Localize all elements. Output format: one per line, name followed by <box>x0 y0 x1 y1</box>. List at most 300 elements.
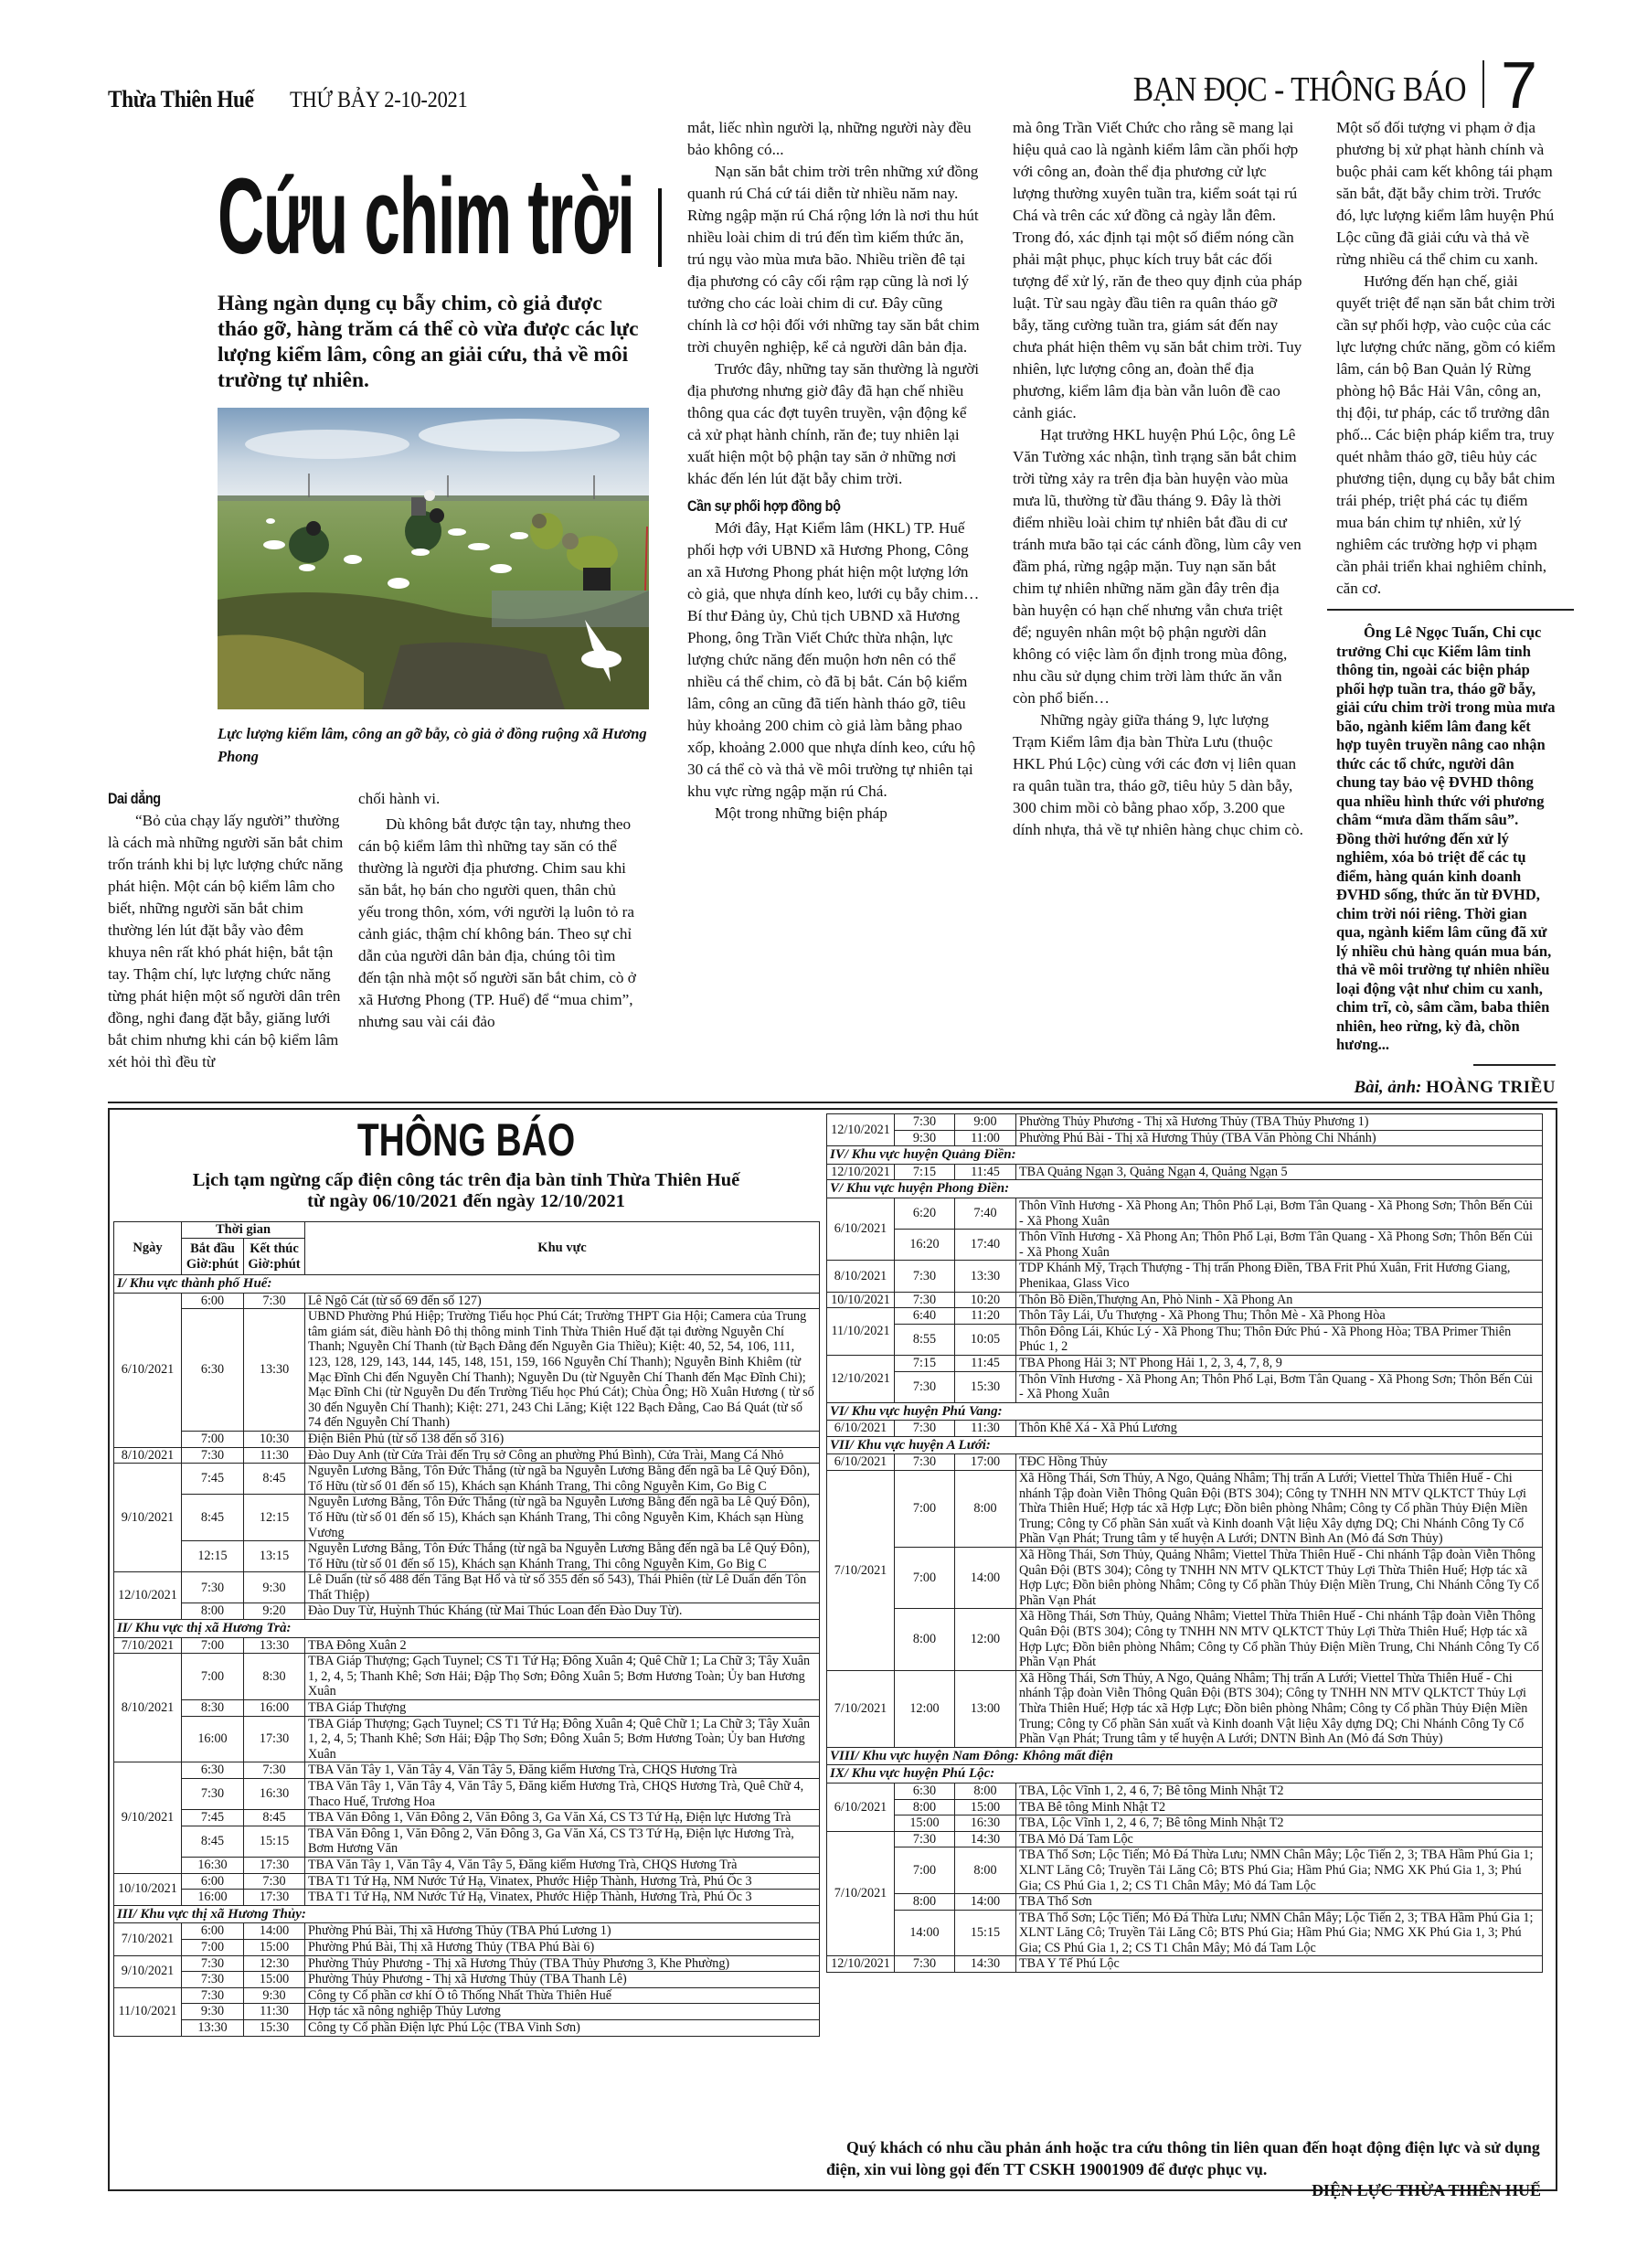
section-title: BẠN ĐỌC - THÔNG BÁO <box>1132 70 1466 109</box>
section-label: IV/ Khu vực huyện Quảng Điền: <box>827 1146 1543 1165</box>
start-time: 9:30 <box>895 1130 955 1146</box>
outage-date: 6/10/2021 <box>827 1454 895 1471</box>
end-time: 16:30 <box>244 1779 305 1810</box>
end-time: 10:20 <box>955 1292 1016 1308</box>
table-section-row <box>827 1765 1543 1784</box>
outage-date: 12/10/2021 <box>827 1164 895 1180</box>
outage-area: TBA Giáp Thượng <box>305 1700 820 1717</box>
table-row <box>827 1454 1543 1471</box>
table-row <box>827 1783 1543 1799</box>
start-time: 6:00 <box>182 1873 244 1890</box>
table-row <box>114 1464 820 1495</box>
outage-date: 12/10/2021 <box>827 1956 895 1973</box>
outage-area: Xã Hồng Thái, Sơn Thủy, A Ngo, Quảng Nhâm; Thị trấn A Lưới; Viettel Thừa Thiên Huế - Chi nhánh Tập đoàn Viễn Thông Quân Đội (BTS 304); Công ty TNHH NN MTV QLKTCT Thủy Lợi Thừa Thiên Huế; Hợp tác xã Hợp Lực; Đồn biên phòng Nhâm; Công ty Cổ phần Thủy Điện Miền Trung; Công ty Cổ phần Sản xuất và Kinh doanh Vật liệu Xây dựng DQ; Chi Nhánh Công Ty Cổ Phần Vạn Phát; Trung tâm y tế huyện A Lưới; DNTN Bình An (Mỏ đá Sơn Thủy) <box>1016 1670 1543 1747</box>
byline-author: HOÀNG TRIỀU <box>1426 1077 1556 1097</box>
header-start: Bắt đầu Giờ:phút <box>182 1239 244 1275</box>
table-row <box>114 1873 820 1890</box>
end-time: 17:30 <box>244 1857 305 1873</box>
article-paragraph: Hạt trưởng HKL huyện Phú Lộc, ông Lê Văn Tường xác nhận, tình trạng săn bắt chim trời từng xảy ra trên địa bàn huyện vào mùa mưa lũ, thường từ đầu tháng 9. Đây là thời điểm nhiều loài chim tự nhiên bắt đầu di cư tránh mưa bão tại các cánh đồng, lùm cây ven đầm phá, rừng ngập mặn. Tuy nạn săn bắt chim tự nhiên những năm gần đây trên địa bàn huyện có hạn chế nhưng vẫn chưa triệt để; nguyên nhân một bộ phận người dân không có việc làm ổn định trong mùa đông, nhu cầu sử dụng chim trời làm thức ăn vẫn còn phổ biến… <box>1013 426 1302 707</box>
section-label: II/ Khu vực thị xã Hương Trà: <box>114 1620 820 1638</box>
table-row <box>114 1495 820 1541</box>
outage-area: Công ty Cổ phần Điện lực Phú Lộc (TBA Vinh Sơn) <box>305 2019 820 2036</box>
outage-area: Thôn Khê Xá - Xã Phú Lương <box>1016 1421 1543 1437</box>
photo-caption: Lực lượng kiểm lâm, công an gỡ bẫy, cò giả ở đồng ruộng xã Hương Phong <box>218 725 647 765</box>
outage-area: TBA Đông Xuân 2 <box>305 1637 820 1654</box>
end-time: 11:30 <box>244 2004 305 2020</box>
table-row <box>114 2019 820 2036</box>
article-photo <box>218 408 649 709</box>
start-time: 7:00 <box>182 1431 244 1447</box>
section-divider <box>108 1102 1557 1103</box>
start-time: 16:30 <box>182 1857 244 1873</box>
article-sapo: Hàng ngàn dụng cụ bẫy chim, cò giả được tháo gỡ, hàng trăm cá thể cò vừa được các lực lượng kiểm lâm, công an giải cứu, thả về môi trường tự nhiên. <box>218 292 639 392</box>
start-time: 6:30 <box>182 1762 244 1779</box>
outage-date: 12/10/2021 <box>114 1572 182 1620</box>
table-row <box>114 1826 820 1857</box>
outage-date: 11/10/2021 <box>827 1308 895 1356</box>
subheading-can-su-phoi-hop: Cần sự phối hợp đồng bộ <box>687 497 841 515</box>
section-label: VII/ Khu vực huyện A Lưới: <box>827 1436 1543 1454</box>
start-time: 7:30 <box>895 1371 955 1402</box>
notice-subtitle-line-2: từ ngày 06/10/2021 đến ngày 12/10/2021 <box>307 1191 625 1211</box>
outage-area: UBND Phường Phú Hiệp; Trường Tiểu học Phú Cát; Trường THPT Gia Hội; Camera của Trung tâm giám sát, điều hành Đô thị thông minh Tỉnh Thừa Thiên Huế đặt tại đường Nguyễn Chí Thanh; Nguyễn Chí Thanh (từ Bạch Đằng đến Nguyễn Gia Thiều); Kiệt: 40, 52, 54, 106, 111, 123, 128, 129, 143, 144, 145, 148, 151, 159, 166 Nguyễn Chí Thanh); Nguyễn Bỉnh Khiêm (từ Mạc Đĩnh Chi đến Nguyễn Chí Thanh); Nguyễn Du (từ Nguyễn Chí Thanh đến Mạc Đĩnh Chi); Mạc Đĩnh Chi (từ Nguyễn Du đến Trường Tiểu học Phú Cát); Chùa Ông; Hồ Xuân Hương ( từ số 30 đến Nguyễn Chí Thanh); Kiệt: 271, 243 Chi Lăng; Kiệt 122 Bạch Đằng, Cao Bá Quát (từ số 74 đến Nguyễn Chí Thanh) <box>305 1309 820 1432</box>
outage-area: Phường Phú Bài - Thị xã Hương Thủy (TBA Văn Phòng Chi Nhánh) <box>1016 1130 1543 1146</box>
table-row <box>827 1548 1543 1609</box>
outage-date: 8/10/2021 <box>827 1261 895 1292</box>
outage-area: Nguyễn Lương Bằng, Tôn Đức Thắng (từ ngã ba Nguyễn Lương Bằng đến ngã ba Lê Quý Đôn), Tố Hữu (từ số 01 đến số 15), Khách sạn Khánh Trang, Thi công Nguyễn Kim, Go Big C <box>305 1464 820 1495</box>
end-time: 7:40 <box>955 1198 1016 1229</box>
table-row <box>827 1831 1543 1847</box>
notice-subtitle <box>110 1170 823 1212</box>
start-time: 16:00 <box>182 1716 244 1762</box>
outage-date: 7/10/2021 <box>827 1471 895 1671</box>
notice-footer <box>826 2136 1543 2180</box>
table-row <box>114 1987 820 2004</box>
article-column-5 <box>1336 117 1556 1099</box>
start-time: 8:00 <box>895 1609 955 1670</box>
table-row <box>114 1293 820 1309</box>
outage-area: Lê Duẩn (từ số 488 đến Tăng Bạt Hổ và từ số 355 đến số 543), Thái Phiên (từ Lê Duẩn đến Tôn Thất Thiệp) <box>305 1572 820 1603</box>
masthead-right <box>1088 49 1537 122</box>
outage-area: TBA Thổ Sơn; Lộc Tiến; Mỏ Đá Thừa Lưu; NMN Chân Mây; Lộc Tiến 2, 3; TBA Hầm Phú Gia 1; XLNT Lăng Cô; Truyền Tải Lăng Cô; BTS Phú Gia; Hầm Phú Gia; NMG XK Phú Gia 1, 3; Phú Gia; CS Phú Gia 1, 2; CS T1 Chân Mây; Mỏ đá Tam Lộc <box>1016 1910 1543 1956</box>
page-number: 7 <box>1500 49 1537 122</box>
start-time: 6:30 <box>182 1309 244 1432</box>
end-time: 13:30 <box>244 1637 305 1654</box>
start-time: 7:30 <box>895 1421 955 1437</box>
article-highlight-paragraph: Ông Lê Ngọc Tuấn, Chi cục trưởng Chi cục Kiểm lâm tỉnh thông tin, ngoài các biện pháp phối hợp tuần tra, tháo gỡ bẫy, giải cứu chim trời trong mùa mưa bão, ngành kiểm lâm đang kết hợp tuyên truyền nâng cao nhận thức các tổ chức, người dân chung tay bảo vệ ĐVHD thông qua nhiều hình thức với phương châm “mưa dầm thấm sâu”. Đồng thời hướng đến xử lý nghiêm, xóa bỏ triệt để các tụ điểm, hàng quán kinh doanh ĐVHD sống, thức ăn từ ĐVHD, chim trời nói riêng. Thời gian qua, ngành kiểm lâm cũng đã xử lý nhiều chủ hàng quán mua bán, thả về môi trường tự nhiên nhiều loại động vật như chim cu xanh, chim trĩ, cò, sâm cầm, baba thiên nhiên, heo rừng, kỳ đà, chồn hương... <box>1336 623 1556 1053</box>
end-time: 8:00 <box>955 1783 1016 1799</box>
table-section-row <box>827 1402 1543 1421</box>
end-time: 15:00 <box>955 1799 1016 1815</box>
end-time: 16:00 <box>244 1700 305 1717</box>
issue-date: THỨ BẢY 2-10-2021 <box>290 88 468 112</box>
article-paragraph: Nạn săn bắt chim trời trên những xứ đồng quanh rú Chá cứ tái diễn từ nhiều năm nay. Rừng ngập mặn rú Chá rộng lớn là nơi thu hút nhiều loài chim di trú đến tìm kiếm thức ăn, trú ngụ vào mùa mưa bão. Nhiều triền đê tại địa phương có cây cối rậm rạp cũng là nơi lý tưởng cho các loài chim di cư. Đây cũng chính là cơ hội đối với những tay săn bắt chim trời chuyên nghiệp, kể cả người dân bản địa. <box>687 163 980 356</box>
outage-area: Phường Thủy Phương - Thị xã Hương Thủy (TBA Thủy Phương 1) <box>1016 1114 1543 1131</box>
byline <box>1336 1077 1556 1099</box>
outage-area: Thôn Bồ Điền,Thượng An, Phò Ninh - Xã Phong An <box>1016 1292 1543 1308</box>
end-time: 9:00 <box>955 1114 1016 1131</box>
end-time: 15:15 <box>244 1826 305 1857</box>
end-time: 17:30 <box>244 1716 305 1762</box>
end-time: 17:00 <box>955 1454 1016 1471</box>
start-time: 7:45 <box>182 1464 244 1495</box>
table-row <box>114 1779 820 1810</box>
outage-area: Phường Phú Bài, Thị xã Hương Thủy (TBA Phú Bài 6) <box>305 1939 820 1955</box>
subheading-dai-dang: Dai dẳng <box>108 790 161 807</box>
outage-area: TBA Quảng Ngạn 3, Quảng Ngạn 4, Quảng Ngạn 5 <box>1016 1164 1543 1180</box>
start-time: 8:30 <box>182 1700 244 1717</box>
section-label: IX/ Khu vực huyện Phú Lộc: <box>827 1765 1543 1784</box>
outage-area: TBA Thổ Sơn; Lộc Tiến; Mỏ Đá Thừa Lưu; NMN Chân Mây; Lộc Tiến 2, 3; TBA Hầm Phú Gia 1; XLNT Lăng Cô; Truyền Tải Lăng Cô; BTS Phú Gia; Hầm Phú Gia; NMG XK Phú Gia 1, 3; Phú Gia; CS Phú Gia 1, 2; CS T1 Chân Mây; Mỏ đá Tam Lộc <box>1016 1847 1543 1894</box>
table-row <box>114 2004 820 2020</box>
byline-label: Bài, ảnh: <box>1354 1077 1422 1097</box>
start-time: 7:30 <box>182 1987 244 2004</box>
end-time: 16:30 <box>955 1815 1016 1832</box>
start-time: 8:55 <box>895 1324 955 1355</box>
column-accent-bar <box>658 188 662 267</box>
article-paragraph: Dù không bắt được tận tay, nhưng theo cán bộ kiểm lâm thì những tay săn có thể thường là người địa phương. Chim sau khi săn bắt, họ bán cho người quen, thân chủ yếu trong thôn, xóm, với người lạ luôn tỏ ra cảnh giác, thậm chí không bán. Theo sự chỉ dẫn của người dân bản địa, chúng tôi tìm đến tận nhà một số người săn bắt chim, cò ở xã Hương Phong (TP. Huế) để “mua chim”, nhưng sau vài cái đảo <box>358 815 636 1030</box>
outage-area: Thôn Vĩnh Hương - Xã Phong An; Thôn Phổ Lại, Bơm Tân Quang - Xã Phong Sơn; Thôn Bến Củi - Xã Phong Xuân <box>1016 1230 1543 1261</box>
end-time: 10:05 <box>955 1324 1016 1355</box>
outage-area: TBA Văn Tây 1, Văn Tây 4, Văn Tây 5, Đăng kiểm Hương Trà, CHQS Hương Trà <box>305 1762 820 1779</box>
table-row <box>114 1762 820 1779</box>
notice-contact-text: Quý khách có nhu cầu phản ánh hoặc tra cứu thông tin liên quan đến hoạt động điện lực và sử dụng điện, xin vui lòng gọi đến TT CSKH 19001909 để được phục vụ. <box>826 2138 1540 2178</box>
article-column-3 <box>687 117 980 825</box>
article-paragraph: Một trong những biện pháp <box>715 804 887 822</box>
header-time: Thời gian <box>182 1222 305 1239</box>
start-time: 7:30 <box>895 1114 955 1131</box>
outage-area: Nguyễn Lương Bằng, Tôn Đức Thắng (từ ngã ba Nguyễn Lương Bằng đến ngã ba Lê Quý Đôn), Tố Hữu (từ số 01 đến số 15), Khách sạn Khánh Trang, Thi công Nguyễn Kim, Go Big C <box>305 1541 820 1572</box>
table-row <box>114 1972 820 1988</box>
outage-date: 7/10/2021 <box>114 1637 182 1654</box>
end-time: 15:30 <box>244 2019 305 2036</box>
section-label: III/ Khu vực thị xã Hương Thủy: <box>114 1905 820 1923</box>
table-row <box>114 1541 820 1572</box>
outage-area: Phường Phú Bài, Thị xã Hương Thủy (TBA Phú Lương 1) <box>305 1923 820 1940</box>
outage-area: TBA Văn Tây 1, Văn Tây 4, Văn Tây 5, Đăng kiểm Hương Trà, CHQS Hương Trà <box>305 1857 820 1873</box>
start-time: 7:00 <box>895 1548 955 1609</box>
start-time: 9:30 <box>182 2004 244 2020</box>
table-row <box>114 1572 820 1603</box>
outage-area: TBA Bê tông Minh Nhật T2 <box>1016 1799 1543 1815</box>
start-time: 6:20 <box>895 1198 955 1229</box>
photo-field-egrets-icon <box>218 408 649 709</box>
article-paragraph: Trước đây, những tay săn thường là người địa phương nhưng giờ đây đã hạn chế nhiều thông qua các đợt tuyên truyền, vận động kể cả xử phạt hành chính, răn đe; tuy nhiên lại xuất hiện một bộ phận tay săn ở những nơi khác đến lén lút đặt bẫy chim trời. <box>687 360 980 487</box>
start-time: 13:30 <box>182 2019 244 2036</box>
notice-title: THÔNG BÁO <box>356 1114 576 1166</box>
start-time: 7:30 <box>182 1572 244 1603</box>
section-label: I/ Khu vực thành phố Huế: <box>114 1275 820 1294</box>
start-time: 15:00 <box>895 1815 955 1832</box>
start-time: 7:15 <box>895 1355 955 1371</box>
section-label: V/ Khu vực huyện Phong Điền: <box>827 1180 1543 1198</box>
start-time: 7:30 <box>182 1955 244 1972</box>
table-section-row <box>827 1747 1543 1765</box>
table-section-row <box>114 1905 820 1923</box>
start-time: 14:00 <box>895 1910 955 1956</box>
start-time: 7:00 <box>182 1637 244 1654</box>
end-time: 12:00 <box>955 1609 1016 1670</box>
table-row <box>827 1371 1543 1402</box>
table-row <box>827 1355 1543 1371</box>
end-time: 15:00 <box>244 1972 305 1988</box>
end-time: 11:20 <box>955 1308 1016 1325</box>
table-row <box>827 1956 1543 1973</box>
outage-area: TBA Giáp Thượng; Gạch Tuynel; CS T1 Tứ Hạ; Đông Xuân 4; Quê Chữ 1; La Chữ 3; Tây Xuân 1, 2, 4, 5; Thanh Khê; Sơn Hải; Đập Thọ Sơn; Đông Xuân 5; Bơm Hương Toàn; Ủy ban Hương Xuân <box>305 1716 820 1762</box>
table-row <box>827 1261 1543 1292</box>
start-time: 12:00 <box>895 1670 955 1747</box>
end-time: 8:45 <box>244 1464 305 1495</box>
start-time: 6:30 <box>895 1783 955 1799</box>
start-time: 7:15 <box>895 1164 955 1180</box>
notice-signature: ĐIỆN LỰC THỪA THIÊN HUẾ <box>1311 2181 1541 2199</box>
table-section-row <box>827 1436 1543 1454</box>
table-section-row <box>114 1620 820 1638</box>
outage-area: Xã Hồng Thái, Sơn Thủy, Quảng Nhâm; Viettel Thừa Thiên Huế - Chi nhánh Tập đoàn Viễn Thông Quân Đội (BTS 304); Công ty TNHH NN MTV QLKTCT Thủy Lợi Thừa Thiên Huế; Hợp tác xã Hợp Lực; Đồn biên phòng Nhâm; Công ty Cổ phần Thủy Điện Miền Trung, Chi Nhánh Công Ty Cổ Phần Vạn Phát <box>1016 1548 1543 1609</box>
outage-date: 12/10/2021 <box>827 1355 895 1402</box>
table-section-row <box>114 1275 820 1294</box>
table-row <box>827 1164 1543 1180</box>
notice-subtitle-line-1: Lịch tạm ngừng cấp điện công tác trên địa bàn tỉnh Thừa Thiên Huế <box>192 1170 740 1190</box>
table-row <box>114 1637 820 1654</box>
end-time: 11:00 <box>955 1130 1016 1146</box>
start-time: 8:45 <box>182 1495 244 1541</box>
outage-area: Xã Hồng Thái, Sơn Thủy, A Ngo, Quảng Nhâm; Thị trấn A Lưới; Viettel Thừa Thiên Huế - Chi nhánh Tập đoàn Viễn Thông Quân Đội (BTS 304); Công ty TNHH NN MTV QLKTCT Thủy Lợi Thừa Thiên Huế; Hợp tác xã Hợp Lực; Đồn biên phòng Nhâm; Công ty Cổ phần Thủy Điện Miền Trung; Công ty Cổ phần Sản xuất và Kinh doanh Vật liệu Xây dựng DQ; Chi Nhánh Công Ty Cổ Phần Vạn Phát; Trung tâm y tế huyện A Lưới; DNTN Bình An (Mỏ đá Sơn Thủy) <box>1016 1471 1543 1548</box>
end-time: 12:15 <box>244 1495 305 1541</box>
outage-date: 7/10/2021 <box>827 1670 895 1747</box>
article-paragraph: mắt, liếc nhìn người lạ, những người này đều bảo không có... <box>687 119 972 158</box>
end-time: 13:00 <box>955 1670 1016 1747</box>
end-time: 15:00 <box>244 1939 305 1955</box>
outage-area: Thôn Tây Lái, Ưu Thượng - Xã Phong Thu; Thôn Mè - Xã Phong Hòa <box>1016 1308 1543 1325</box>
header-date: Ngày <box>114 1222 182 1275</box>
outage-area: TBA Văn Tây 1, Văn Tây 4, Văn Tây 5, Đăng kiểm Hương Trà, CHQS Hương Trà, Quê Chữ 4, Thaco Huế, Trương Hoa <box>305 1779 820 1810</box>
end-time: 9:20 <box>244 1603 305 1620</box>
end-time: 17:40 <box>955 1230 1016 1261</box>
outage-area: TBA Thổ Sơn <box>1016 1894 1543 1911</box>
outage-area: TBA, Lộc Vĩnh 1, 2, 4 6, 7; Bê tông Minh Nhật T2 <box>1016 1815 1543 1832</box>
outage-area: Hợp tác xã nông nghiệp Thủy Lương <box>305 2004 820 2020</box>
table-row <box>827 1198 1543 1229</box>
start-time: 8:45 <box>182 1826 244 1857</box>
table-row <box>114 1654 820 1700</box>
end-time: 9:30 <box>244 1987 305 2004</box>
outage-area: Phường Thủy Phương - Thị xã Hương Thủy (TBA Thanh Lê) <box>305 1972 820 1988</box>
divider <box>1473 1064 1556 1066</box>
table-row <box>827 1292 1543 1308</box>
header-area: Khu vực <box>305 1222 820 1275</box>
table-row <box>827 1670 1543 1747</box>
outage-area: TBA Văn Đông 1, Văn Đông 2, Văn Đông 3, Ga Văn Xá, CS T3 Tứ Hạ, Điện lực Hương Trà <box>305 1810 820 1826</box>
masthead-divider <box>1482 60 1484 108</box>
outage-schedule-table-left <box>113 1221 820 2037</box>
end-time: 7:30 <box>244 1762 305 1779</box>
start-time: 12:15 <box>182 1541 244 1572</box>
table-row <box>114 1857 820 1873</box>
end-time: 8:45 <box>244 1810 305 1826</box>
outage-date: 7/10/2021 <box>114 1923 182 1955</box>
article-paragraph: Hướng đến hạn chế, giải quyết triệt để nạn săn bắt chim trời cần sự phối hợp, vào cuộc của các lực lượng chức năng, gồm có kiểm lâm, cán bộ Ban Quản lý Rừng phòng hộ Bắc Hải Vân, công an, thị đội, tư pháp, các tổ trưởng dân phố... Các biện pháp kiểm tra, truy quét nhằm tháo gỡ, tiêu hủy các phương tiện, dụng cụ bẫy bắt chim trái phép, triệt phá các tụ điểm mua bán chim tự nhiên, xử lý nghiêm các trường hợp vi phạm cần phải triển khai nghiêm chỉnh, căn cơ. <box>1336 272 1556 597</box>
table-row <box>827 1471 1543 1548</box>
end-time: 9:30 <box>244 1572 305 1603</box>
outage-area: Đào Duy Từ, Huỳnh Thúc Kháng (từ Mai Thúc Loan đến Đào Duy Từ). <box>305 1603 820 1620</box>
table-row <box>114 1810 820 1826</box>
outage-area: Điện Biên Phủ (từ số 138 đến số 316) <box>305 1431 820 1447</box>
table-row <box>114 1955 820 1972</box>
outage-area: Công ty Cổ phần cơ khí Ô tô Thống Nhất Thừa Thiên Huế <box>305 1987 820 2004</box>
end-time: 14:00 <box>244 1923 305 1940</box>
outage-area: Thôn Vĩnh Hương - Xã Phong An; Thôn Phổ Lại, Bơm Tân Quang - Xã Phong Sơn; Thôn Bến Củi - Xã Phong Xuân <box>1016 1371 1543 1402</box>
start-time: 7:00 <box>895 1471 955 1548</box>
outage-date: 9/10/2021 <box>114 1762 182 1873</box>
section-label: VI/ Khu vực huyện Phú Vang: <box>827 1402 1543 1421</box>
article-paragraph: Mới đây, Hạt Kiểm lâm (HKL) TP. Huế phối hợp với UBND xã Hương Phong, Công an xã Hương Phong phát hiện một lượng lớn cò giả, que nhựa dính keo, lưới cụ bẫy chim… Bí thư Đảng ủy, Chủ tịch UBND xã Hương Phong, ông Trần Viết Chức thừa nhận, lực lượng chức năng đến muộn hơn nên có thể nhiều cá thể chim, cò đã bị bắt. Cán bộ kiểm lâm, công an cũng đã tiến hành tháo gỡ, tiêu hủy khoảng 200 chim cò giả làm bằng phao xốp, khoảng 2.000 que nhựa dính keo, cứu hộ 30 cá thể cò và thả về môi trường tự nhiên tại khu vực rừng ngập mặn rú Chá. <box>687 519 980 800</box>
outage-area: Nguyễn Lương Bằng, Tôn Đức Thắng (từ ngã ba Nguyễn Lương Bằng đến ngã ba Lê Quý Đôn), Tố Hữu (từ số 01 đến số 15), Khách sạn Khánh Trang, Thi công Nguyễn Kim, Khách sạn Hùng Vương <box>305 1495 820 1541</box>
outage-date: 6/10/2021 <box>827 1421 895 1437</box>
table-row <box>827 1894 1543 1911</box>
article-paragraph: Một số đối tượng vi phạm ở địa phương bị xử phạt hành chính và buộc phải cam kết không tái phạm săn bắt, đặt bẫy chim trời. Trước đó, lực lượng kiểm lâm huyện Phú Lộc cũng đã giải cứu và thả về rừng nhiều cá thể chim cu xanh. <box>1336 119 1555 268</box>
start-time: 8:00 <box>182 1603 244 1620</box>
outage-area: TĐC Hồng Thủy <box>1016 1454 1543 1471</box>
start-time: 6:00 <box>182 1293 244 1309</box>
outage-date: 9/10/2021 <box>114 1955 182 1987</box>
article-column-1 <box>108 788 344 1073</box>
table-section-row <box>827 1180 1543 1198</box>
end-time: 8:30 <box>244 1654 305 1700</box>
table-row <box>114 1700 820 1717</box>
outage-area: TDP Khánh Mỹ, Trạch Thượng - Thị trấn Phong Điền, TBA Frit Phú Xuân, Frit Hương Giang, Phenikaa, Glass Vico <box>1016 1261 1543 1292</box>
start-time: 7:00 <box>182 1939 244 1955</box>
table-row <box>827 1815 1543 1832</box>
outage-date: 11/10/2021 <box>114 1987 182 2036</box>
table-row <box>114 1716 820 1762</box>
start-time: 7:30 <box>182 1447 244 1464</box>
divider <box>1327 609 1574 611</box>
table-row <box>114 1939 820 1955</box>
start-time: 6:00 <box>182 1923 244 1940</box>
outage-area: Thôn Vĩnh Hương - Xã Phong An; Thôn Phổ Lại, Bơm Tân Quang - Xã Phong Sơn; Thôn Bến Củi - Xã Phong Xuân <box>1016 1198 1543 1229</box>
end-time: 14:30 <box>955 1956 1016 1973</box>
article-column-4 <box>1013 117 1305 841</box>
outage-area: Phường Thủy Phương - Thị xã Hương Thủy (TBA Thủy Phương 3, Khe Phường) <box>305 1955 820 1972</box>
outage-area: TBA Y Tế Phú Lộc <box>1016 1956 1543 1973</box>
end-time: 14:00 <box>955 1894 1016 1911</box>
article-paragraph: Những ngày giữa tháng 9, lực lượng Trạm Kiểm lâm địa bàn Thừa Lưu (thuộc HKL Phú Lộc) cùng với các đơn vị liên quan ra quân tuần tra, tháo gỡ, tiêu hủy 5 dàn bẫy, 300 chim mồi cò bằng phao xốp, 3.200 que dính nhựa, thả về tự nhiên hàng chục chim cò. <box>1013 711 1303 838</box>
outage-area: Thôn Đông Lái, Khúc Lý - Xã Phong Thu; Thôn Đức Phú - Xã Phong Hòa; TBA Primer Thiên Phúc 1, 2 <box>1016 1324 1543 1355</box>
section-label: VIII/ Khu vực huyện Nam Đông: Không mất điện <box>827 1747 1543 1765</box>
outage-date: 7/10/2021 <box>827 1831 895 1956</box>
end-time: 11:45 <box>955 1355 1016 1371</box>
start-time: 7:30 <box>895 1956 955 1973</box>
article-headline: Cứu chim trời <box>218 156 634 277</box>
end-time: 15:15 <box>955 1910 1016 1956</box>
table-row <box>827 1421 1543 1437</box>
end-time: 13:30 <box>244 1309 305 1432</box>
outage-date: 9/10/2021 <box>114 1464 182 1572</box>
table-row <box>827 1230 1543 1261</box>
end-time: 7:30 <box>244 1873 305 1890</box>
table-row <box>827 1910 1543 1956</box>
outage-area: Lê Ngô Cát (từ số 69 đến số 127) <box>305 1293 820 1309</box>
outage-area: TBA, Lộc Vĩnh 1, 2, 4 6, 7; Bê tông Minh Nhật T2 <box>1016 1783 1543 1799</box>
end-time: 14:30 <box>955 1831 1016 1847</box>
end-time: 17:30 <box>244 1890 305 1906</box>
end-time: 8:00 <box>955 1847 1016 1894</box>
table-row <box>114 1890 820 1906</box>
start-time: 8:00 <box>895 1799 955 1815</box>
outage-area: TBA Văn Đông 1, Văn Đông 2, Văn Đông 3, Ga Văn Xá, CS T3 Tứ Hạ, Điện lực Hương Trà, Bơm Hương Văn <box>305 1826 820 1857</box>
masthead-left <box>108 86 487 113</box>
table-row <box>827 1799 1543 1815</box>
start-time: 7:30 <box>895 1292 955 1308</box>
outage-date: 8/10/2021 <box>114 1654 182 1762</box>
outage-area: TBA T1 Tứ Hạ, NM Nước Tứ Hạ, Vinatex, Phước Hiệp Thành, Hương Trà, Phú Ốc 3 <box>305 1873 820 1890</box>
newspaper-brand: Thừa Thiên Huế <box>108 86 254 112</box>
article-paragraph: mà ông Trần Viết Chức cho rằng sẽ mang lại hiệu quả cao là ngành kiểm lâm cần phối hợp với công an, đoàn thể địa phương cử lực lượng thường xuyên tuần tra, kiểm soát tại rú Chá và trên các xứ đồng cả ngày lẫn đêm. Trong đó, xác định tại một số điểm nóng cần phải mật phục, phục kích truy bắt các đối tượng để xử lý, răn đe theo quy định của pháp luật. Từ sau ngày đầu tiên ra quân tháo gỡ bẫy, tăng cường tuần tra, giám sát đến nay chưa phát hiện thêm vụ săn bắt chim trời. Tuy nhiên, lực lượng công an, đoàn thể địa phương, kiểm lâm địa bàn vẫn luôn đề cao cảnh giác. <box>1013 119 1302 421</box>
table-row <box>827 1308 1543 1325</box>
outage-area: Đào Duy Anh (từ Cửa Trài đến Trụ sở Công an phường Phú Bình), Cửa Trài, Mang Cá Nhỏ <box>305 1447 820 1464</box>
start-time: 16:00 <box>182 1890 244 1906</box>
start-time: 6:40 <box>895 1308 955 1325</box>
start-time: 7:00 <box>182 1654 244 1700</box>
table-row <box>114 1447 820 1464</box>
outage-area: TBA Mỏ Dá Tam Lộc <box>1016 1831 1543 1847</box>
start-time: 7:30 <box>895 1454 955 1471</box>
table-section-row <box>827 1146 1543 1165</box>
end-time: 7:30 <box>244 1293 305 1309</box>
end-time: 11:45 <box>955 1164 1016 1180</box>
outage-area: TBA Phong Hải 3; NT Phong Hải 1, 2, 3, 4, 7, 8, 9 <box>1016 1355 1543 1371</box>
end-time: 15:30 <box>955 1371 1016 1402</box>
start-time: 16:20 <box>895 1230 955 1261</box>
outage-date: 6/10/2021 <box>827 1198 895 1260</box>
article-paragraph: “Bỏ của chạy lấy người” thường là cách mà những người săn bắt chim trốn tránh khi bị lực lượng chức năng phát hiện. Một cán bộ kiểm lâm cho biết, những người săn bắt chim thường lén lút đặt bẫy vào đêm khuya nên rất khó phát hiện, bắt tận tay. Thậm chí, lực lượng chức năng từng phát hiện một số người dân trên đồng, nghi đang đặt bẫy, giăng lưới bắt chim nhưng khi cán bộ kiểm lâm xét hỏi thì đều từ <box>108 812 344 1070</box>
table-row <box>827 1609 1543 1670</box>
start-time: 7:30 <box>895 1831 955 1847</box>
outage-date: 6/10/2021 <box>827 1783 895 1831</box>
article-paragraph: chối hành vi. <box>358 790 441 807</box>
end-time: 14:00 <box>955 1548 1016 1609</box>
start-time: 8:00 <box>895 1894 955 1911</box>
end-time: 11:30 <box>955 1421 1016 1437</box>
start-time: 7:00 <box>895 1847 955 1894</box>
table-row <box>827 1324 1543 1355</box>
table-row <box>114 1603 820 1620</box>
end-time: 11:30 <box>244 1447 305 1464</box>
table-row <box>827 1130 1543 1146</box>
table-row <box>827 1114 1543 1131</box>
end-time: 12:30 <box>244 1955 305 1972</box>
start-time: 7:30 <box>182 1972 244 1988</box>
table-row <box>114 1431 820 1447</box>
outage-schedule-table-right <box>826 1113 1543 1973</box>
article-column-2 <box>358 788 642 1033</box>
power-outage-notice <box>108 1108 1557 2199</box>
outage-area: TBA Giáp Thượng; Gạch Tuynel; CS T1 Tứ Hạ; Đông Xuân 4; Quê Chữ 1; La Chữ 3; Tây Xuân 1, 2, 4, 5; Thanh Khê; Sơn Hải; Đập Thọ Sơn; Đông Xuân 5; Bơm Hương Toàn; Ủy ban Hương Xuân <box>305 1654 820 1700</box>
end-time: 8:00 <box>955 1471 1016 1548</box>
table-row <box>114 1923 820 1940</box>
end-time: 13:30 <box>955 1261 1016 1292</box>
start-time: 7:45 <box>182 1810 244 1826</box>
start-time: 7:30 <box>182 1779 244 1810</box>
end-time: 10:30 <box>244 1431 305 1447</box>
outage-date: 6/10/2021 <box>114 1293 182 1447</box>
table-row <box>827 1847 1543 1894</box>
end-time: 13:15 <box>244 1541 305 1572</box>
outage-area: TBA T1 Tứ Hạ, NM Nước Tứ Hạ, Vinatex, Phước Hiệp Thành, Hương Trà, Phú Ốc 3 <box>305 1890 820 1906</box>
outage-date: 10/10/2021 <box>114 1873 182 1905</box>
outage-area: Xã Hồng Thái, Sơn Thủy, Quảng Nhâm; Viettel Thừa Thiên Huế - Chi nhánh Tập đoàn Viễn Thông Quân Đội (BTS 304); Công ty TNHH NN MTV QLKTCT Thủy Lợi Thừa Thiên Huế; Hợp tác xã Hợp Lực; Đồn biên phòng Nhâm; Công ty Cổ phần Thủy Điện Miền Trung, Chi Nhánh Công Ty Cổ Phần Vạn Phát <box>1016 1609 1543 1670</box>
